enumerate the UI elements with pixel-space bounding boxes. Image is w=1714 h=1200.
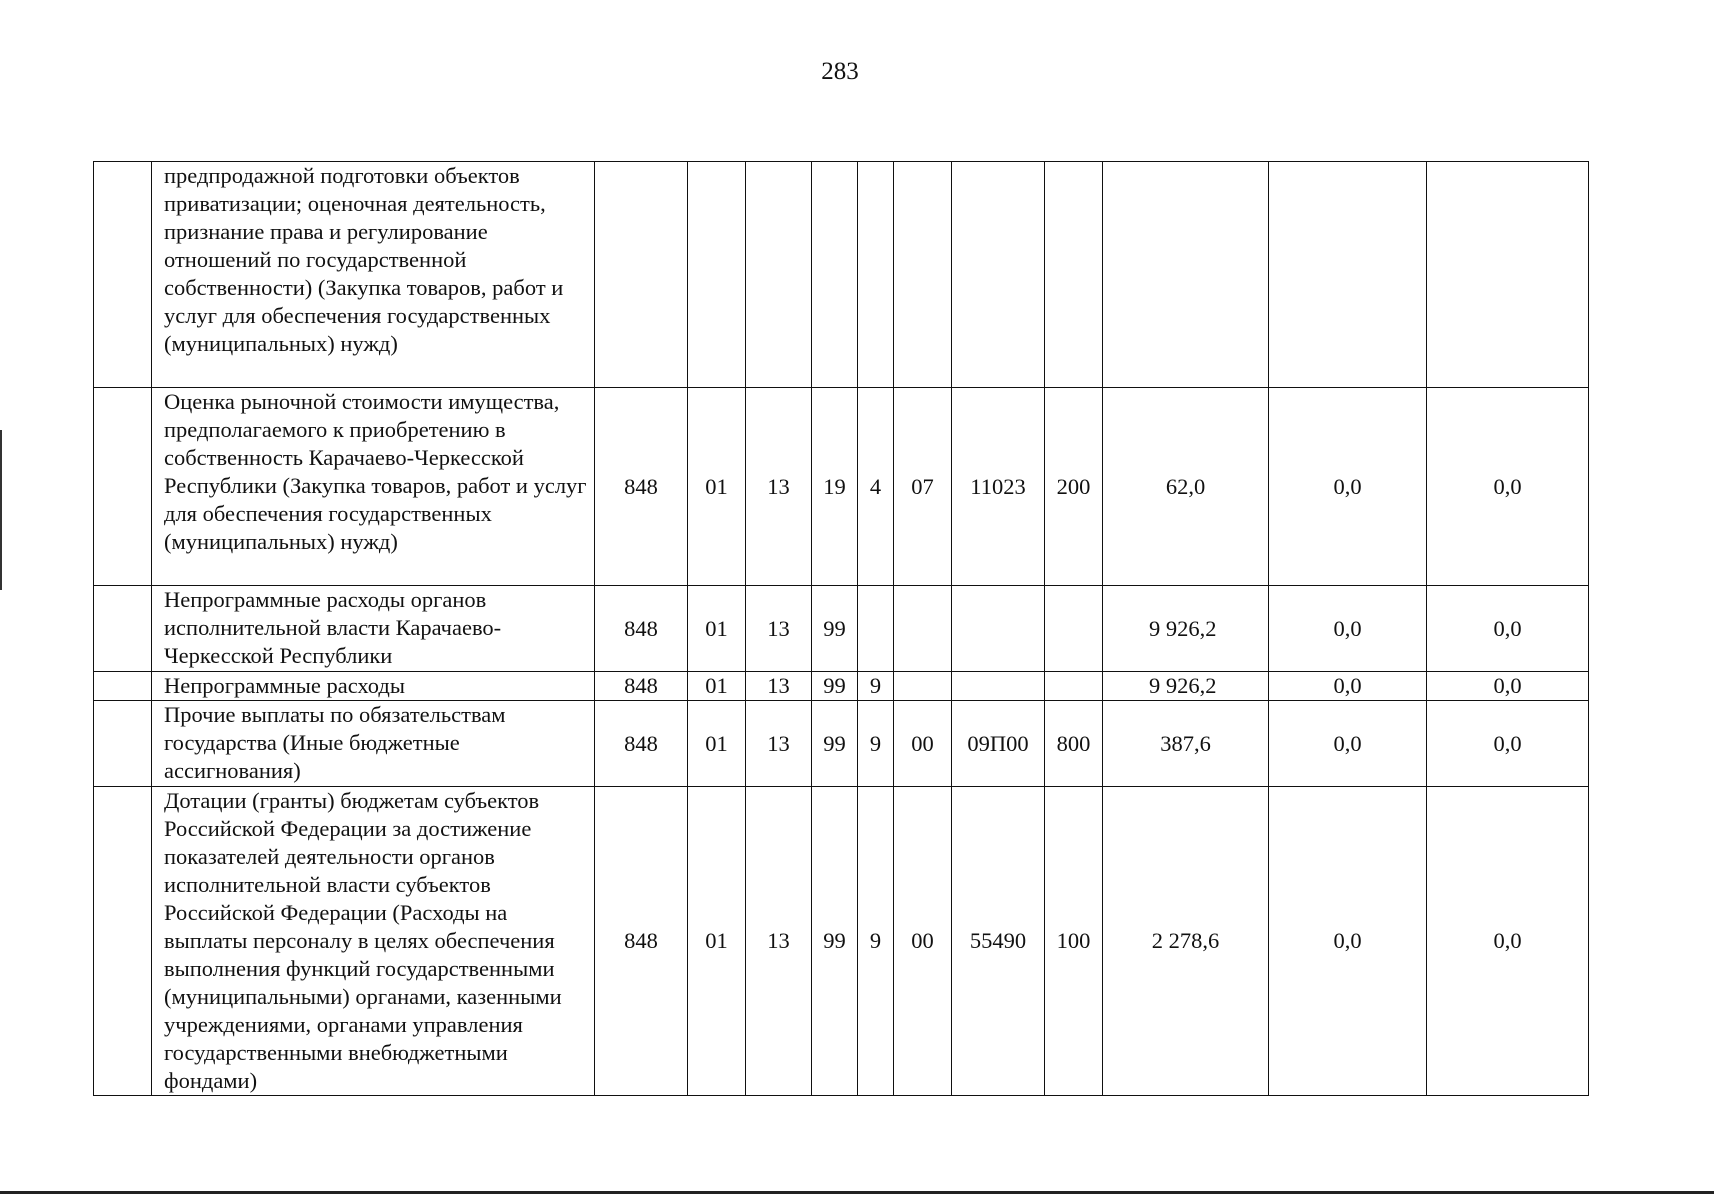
table-row (94, 388, 1589, 586)
program-code-cell: 99 (812, 701, 858, 787)
subsection-code-cell (746, 162, 812, 388)
direction-code-cell (952, 162, 1045, 388)
row-number-cell (94, 388, 152, 586)
expense-type-cell (1045, 162, 1103, 388)
subprogram-code-cell: 9 (858, 701, 894, 787)
subprogram-code-cell (858, 586, 894, 672)
expense-type-cell: 800 (1045, 701, 1103, 787)
program-code-cell (812, 162, 858, 388)
section-code-cell (688, 162, 746, 388)
direction-code-cell (952, 672, 1045, 701)
table-row (94, 672, 1589, 701)
amount-year-3-cell: 0,0 (1427, 701, 1589, 787)
direction-code-cell (952, 586, 1045, 672)
subsection-code-cell: 13 (746, 787, 812, 1096)
scan-left-edge (0, 430, 2, 590)
ministry-code-cell: 848 (595, 586, 688, 672)
subsection-code-cell: 13 (746, 388, 812, 586)
amount-year-2-cell: 0,0 (1269, 586, 1427, 672)
description-cell: Дотации (гранты) бюджетам субъектов Российской Федерации за достижение показателей деятельности органов исполнительной власти субъектов Российской Федерации (Расходы на выплаты персоналу в целях обеспечения выполнения функций государственными (муниципальными) органами, казенными учреждениями, органами управления государственными внебюджетными фондами) (152, 787, 595, 1096)
amount-year-3-cell: 0,0 (1427, 388, 1589, 586)
subsection-code-cell: 13 (746, 701, 812, 787)
table-row (94, 586, 1589, 672)
ministry-code-cell (595, 162, 688, 388)
amount-year-1-cell: 2 278,6 (1103, 787, 1269, 1096)
expense-type-cell (1045, 586, 1103, 672)
description-cell: Оценка рыночной стоимости имущества, предполагаемого к приобретению в собственность Карачаево-Черкесской Республики (Закупка товаров, работ и услуг для обеспечения государственных (муниципальных) нужд) (152, 388, 595, 586)
amount-year-1-cell: 387,6 (1103, 701, 1269, 787)
ministry-code-cell: 848 (595, 701, 688, 787)
event-code-cell: 07 (894, 388, 952, 586)
event-code-cell: 00 (894, 787, 952, 1096)
amount-year-3-cell: 0,0 (1427, 672, 1589, 701)
row-number-cell (94, 701, 152, 787)
amount-year-2-cell: 0,0 (1269, 701, 1427, 787)
section-code-cell: 01 (688, 586, 746, 672)
amount-year-1-cell: 62,0 (1103, 388, 1269, 586)
scan-bottom-edge (0, 1191, 1714, 1194)
subprogram-code-cell (858, 162, 894, 388)
budget-table (93, 161, 1589, 1096)
page-number: 283 (821, 58, 859, 85)
amount-year-3-cell: 0,0 (1427, 586, 1589, 672)
description-cell: Прочие выплаты по обязательствам государства (Иные бюджетные ассигнования) (152, 701, 595, 787)
section-code-cell: 01 (688, 672, 746, 701)
ministry-code-cell: 848 (595, 388, 688, 586)
program-code-cell: 99 (812, 787, 858, 1096)
description-cell: предпродажной подготовки объектов приватизации; оценочная деятельность, признание права и регулирование отношений по государственной собственности) (Закупка товаров, работ и услуг для обеспечения государственных (муниципальных) нужд) (152, 162, 595, 388)
subsection-code-cell: 13 (746, 672, 812, 701)
section-code-cell: 01 (688, 787, 746, 1096)
amount-year-2-cell: 0,0 (1269, 787, 1427, 1096)
row-number-cell (94, 672, 152, 701)
section-code-cell: 01 (688, 388, 746, 586)
amount-year-1-cell: 9 926,2 (1103, 672, 1269, 701)
table-row (94, 701, 1589, 787)
program-code-cell: 19 (812, 388, 858, 586)
expense-type-cell: 200 (1045, 388, 1103, 586)
row-number-cell (94, 586, 152, 672)
amount-year-1-cell: 9 926,2 (1103, 586, 1269, 672)
amount-year-1-cell (1103, 162, 1269, 388)
program-code-cell: 99 (812, 672, 858, 701)
event-code-cell (894, 162, 952, 388)
direction-code-cell: 09П00 (952, 701, 1045, 787)
description-cell: Непрограммные расходы (152, 672, 595, 701)
table-row (94, 162, 1589, 388)
event-code-cell (894, 586, 952, 672)
description-cell: Непрограммные расходы органов исполнительной власти Карачаево-Черкесской Республики (152, 586, 595, 672)
amount-year-3-cell: 0,0 (1427, 787, 1589, 1096)
ministry-code-cell: 848 (595, 787, 688, 1096)
direction-code-cell: 11023 (952, 388, 1045, 586)
event-code-cell (894, 672, 952, 701)
section-code-cell: 01 (688, 701, 746, 787)
expense-type-cell: 100 (1045, 787, 1103, 1096)
expense-type-cell (1045, 672, 1103, 701)
event-code-cell: 00 (894, 701, 952, 787)
subprogram-code-cell: 9 (858, 672, 894, 701)
subsection-code-cell: 13 (746, 586, 812, 672)
amount-year-2-cell: 0,0 (1269, 672, 1427, 701)
amount-year-3-cell (1427, 162, 1589, 388)
direction-code-cell: 55490 (952, 787, 1045, 1096)
row-number-cell (94, 787, 152, 1096)
ministry-code-cell: 848 (595, 672, 688, 701)
amount-year-2-cell: 0,0 (1269, 388, 1427, 586)
program-code-cell: 99 (812, 586, 858, 672)
amount-year-2-cell (1269, 162, 1427, 388)
row-number-cell (94, 162, 152, 388)
table-row (94, 787, 1589, 1096)
subprogram-code-cell: 9 (858, 787, 894, 1096)
subprogram-code-cell: 4 (858, 388, 894, 586)
